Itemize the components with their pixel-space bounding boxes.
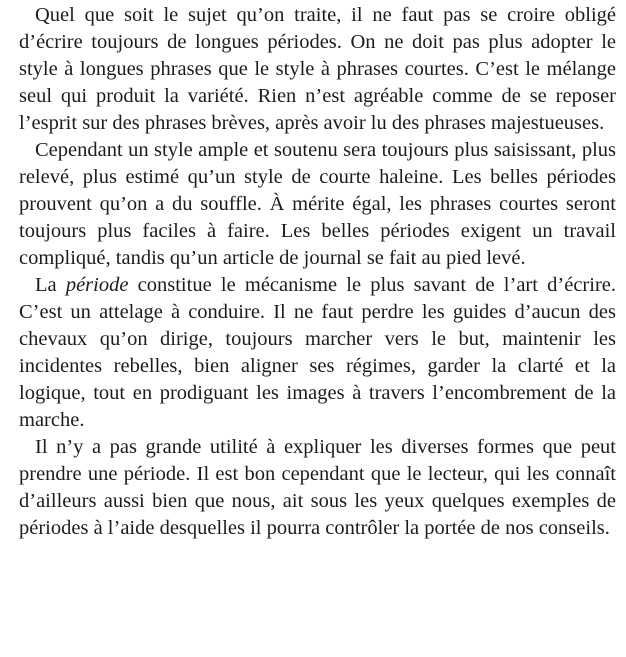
paragraph-4: Il n’y a pas grande utilité à expliquer les diverses formes que peut prendre une période. Il est bon cependant que le lecteur, qui les connaît d’ailleurs aussi bien que nous, ait sous les yeux quelques exemples de périodes à l’aide desquelles il pourra contrôler la portée de nos conseils.	[19, 436, 616, 539]
paragraph-3	[19, 272, 616, 434]
paragraph-1: Quel que soit le sujet qu’on traite, il ne faut pas se croire obligé d’écrire toujours de longues périodes. On ne doit pas plus adopter le style à longues phrases que le style à phrases courtes. C’est le mélange seul qui produit la variété. Rien n’est agréable comme de se reposer l’esprit sur des phrases brèves, après avoir lu des phrases majestueuses.	[19, 4, 616, 134]
paragraph-3-after: constitue le mécanisme le plus savant de l’art d’écrire. C’est un attelage à conduire. Il ne faut perdre les guides d’aucun des chevaux qu’on dirige, toujours marcher vers le but, maintenir les incidentes rebelles, bien aligner ses régimes, garder la clarté et la logique, tout en prodiguant les images à travers l’encombrement de la marche.	[19, 274, 616, 431]
paragraph-2: Cependant un style ample et soutenu sera toujours plus saisissant, plus relevé, plus estimé qu’un style de courte haleine. Les belles périodes prouvent qu’on a du souffle. À mérite égal, les phrases courtes seront toujours plus faciles à faire. Les belles périodes exigent un travail compliqué, tandis qu’un article de journal se fait au pied levé.	[19, 139, 616, 269]
paragraph-3-before: La	[35, 274, 66, 296]
emphasized-word: période	[65, 274, 129, 296]
